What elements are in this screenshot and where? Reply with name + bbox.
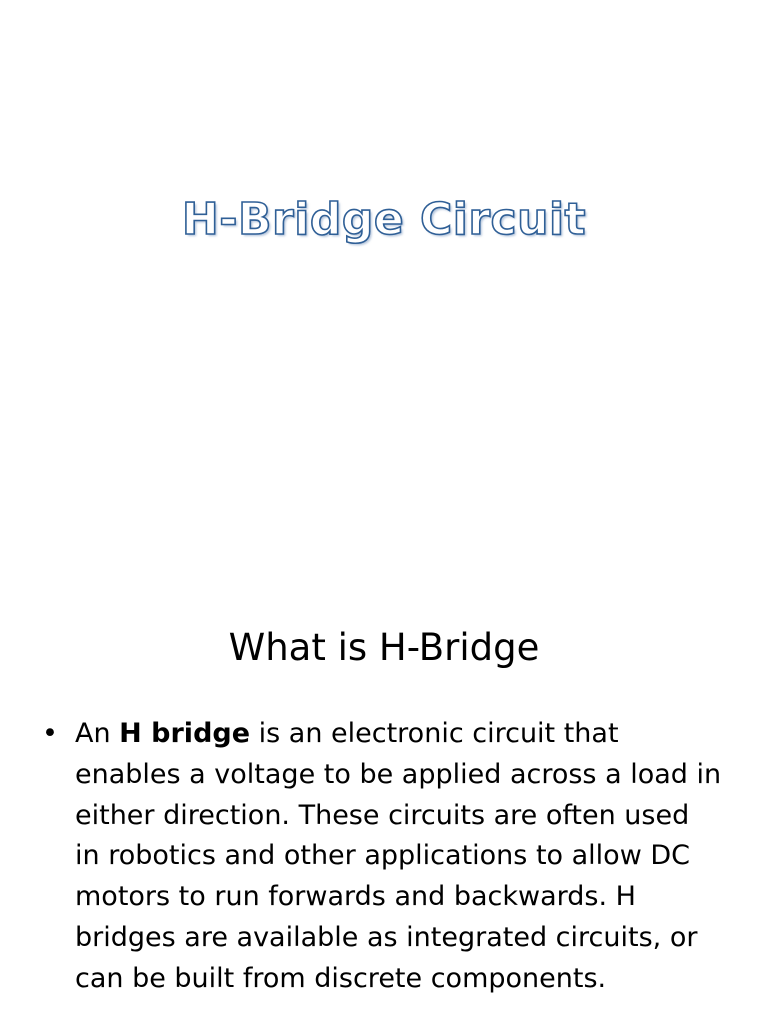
bullet-text-rest: is an electronic circuit that enables a voltage to be applied across a load in either direction. These circuits are often used in robotics and other applications to allow DC motors to run forwards and backwards. H bridges are available as integrated circuits, or can be built from discrete components. [75,718,722,994]
bullet-item [42,714,722,1000]
slide-heading: What is H-Bridge [228,626,540,669]
title-container [0,188,768,252]
bullet-marker: • [42,718,58,749]
content-slide [0,576,768,1024]
bullet-bold-term: H bridge [119,718,251,749]
bullet-list [42,714,722,1000]
slide-title: H-Bridge Circuit [181,194,587,245]
bullet-text-prefix: An [75,718,120,749]
